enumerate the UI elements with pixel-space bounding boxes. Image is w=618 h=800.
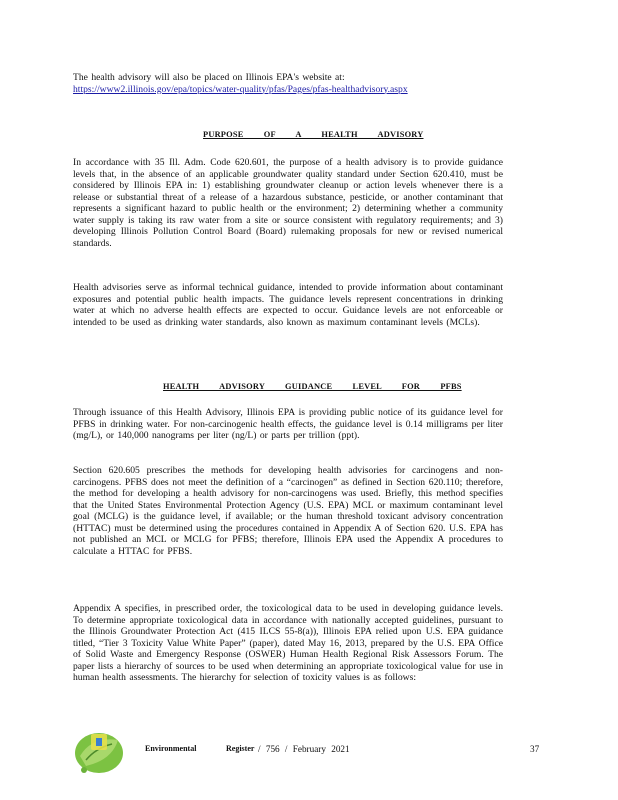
footer-issue-info: / 756 / February 2021 <box>258 744 350 754</box>
paragraph-text: Appendix A specifies, in prescribed order, the toxicological data to be used in developing guidance levels. To determine appropriate toxicological data in accordance with nationally accepted guidelines, pursuant to the Illinois Groundwater Protection Act (415 ILCS 55-8(a)), Illinois EPA relied upon U.S. EPA guidance titled, “Tier 3 Toxicity Value White Paper” (paper), dated May 16, 2013, prepared by the U.S. EPA Office of Solid Waste and Emergency Response (OSWER) Human Health Regional Risk Assessors Forum. The paper lists a hierarchy of sources to be used when determining an appropriate toxicological value for use in human health assessments. The hierarchy for selection of toxicity values is as follows: <box>73 603 503 683</box>
purpose-paragraph-2 <box>73 282 503 328</box>
intro-text: The health advisory will also be placed on Illinois EPA's website at: <box>73 72 345 83</box>
guidance-paragraph-3 <box>73 603 503 684</box>
purpose-paragraph-1 <box>73 157 503 249</box>
section-heading-purpose: PURPOSE OF A HEALTH ADVISORY <box>203 130 424 139</box>
paragraph-text: Through issuance of this Health Advisory, Illinois EPA is providing public notice of its guidance level for PFBS in drinking water. For non-carcinogenic health effects, the guidance level is 0.14 milligrams per liter (mg/L), or 140,000 nanograms per liter (ng/L) or parts per trillion (ppt). <box>73 407 503 441</box>
footer-register-label: Register <box>226 744 255 753</box>
environmental-register-logo-icon <box>72 726 126 776</box>
health-advisory-link[interactable]: https://www2.illinois.gov/epa/topics/water-quality/pfas/Pages/pfas-healthadvisory.aspx <box>73 83 408 95</box>
guidance-paragraph-2 <box>73 465 503 557</box>
footer-journal-name: Environmental <box>145 744 197 753</box>
page-footer <box>0 744 618 774</box>
guidance-paragraph-1 <box>73 407 503 442</box>
section-heading-guidance-level: HEALTH ADVISORY GUIDANCE LEVEL FOR PFBS <box>163 382 462 391</box>
page-number: 37 <box>530 744 540 754</box>
paragraph-text: Section 620.605 prescribes the methods for developing health advisories for carcinogens and non-carcinogens. PFBS does not meet the definition of a “carcinogen” as defined in Section 620.110; therefore, the method for developing a health advisory for non-carcinogens was used. Briefly, this method specifies that the United States Environmental Protection Agency (U.S. EPA) MCL or maximum contaminant level goal (MCLG) is the guidance level, if available; or the human threshold toxicant advisory concentration (HTTAC) must be determined using the procedures contained in Appendix A of Section 620. U.S. EPA has not published an MCL or MCLG for PFBS; therefore, Illinois EPA used the Appendix A procedures to calculate a HTTAC for PFBS. <box>73 465 503 557</box>
paragraph-text: Health advisories serve as informal technical guidance, intended to provide information about contaminant exposures and potential public health impacts. The guidance levels represent concentrations in drinking water at which no adverse health effects are expected to occur. Guidance levels are not enforceable or intended to be used as drinking water standards, also known as maximum contaminant levels (MCLs). <box>73 282 503 328</box>
intro-paragraph <box>73 72 503 95</box>
paragraph-text: In accordance with 35 Ill. Adm. Code 620.601, the purpose of a health advisory is to provide guidance levels that, in the absence of an applicable groundwater quality standard under Section 620.410, must be considered by Illinois EPA in: 1) establishing groundwater cleanup or action levels whenever there is a release or substantial threat of a release of a hazardous substance, pesticide, or another contaminant that represents a significant hazard to public health or the environment; 2) determining whether a community water supply is taking its raw water from a site or source consistent with regulatory requirements; and 3) developing Illinois Pollution Control Board (Board) rulemaking proposals for new or revised numerical standards. <box>73 157 503 249</box>
